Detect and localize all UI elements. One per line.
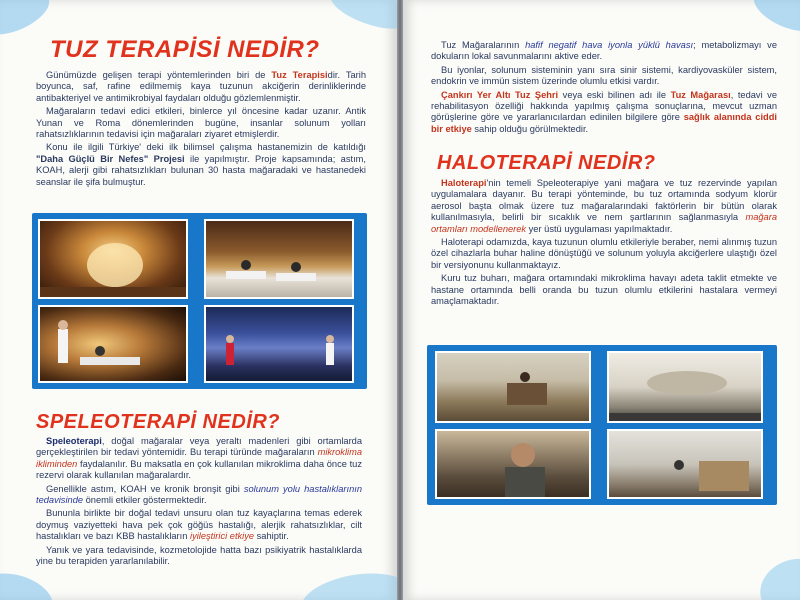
photo-collage-right [427, 345, 777, 505]
decor-petal [326, 0, 397, 37]
photo-salt-room-2 [607, 351, 763, 423]
left-page [0, 0, 397, 600]
lounge-chairs-icon [206, 221, 354, 299]
decor-petal [747, 0, 800, 40]
photo-blue-cave [204, 305, 354, 383]
tunnel-arch-icon [40, 221, 188, 299]
decor-petal [0, 0, 55, 43]
title-haloterapi: HALOTERAPİ NEDİR? [437, 152, 656, 174]
salt-chair-icon [437, 353, 591, 423]
title-tuz-terapisi: TUZ TERAPİSİ NEDİR? [50, 36, 320, 63]
photo-collage-left [32, 213, 367, 389]
photo-salt-room-3 [607, 429, 763, 499]
photo-lounge-beds [204, 219, 354, 299]
photo-salt-room-1 [435, 351, 591, 423]
decor-petal [0, 565, 59, 600]
right-page [403, 0, 800, 600]
people-icon [206, 307, 354, 383]
title-speleoterapi: SPELEOTERAPİ NEDİR? [36, 411, 280, 433]
salt-wall-icon [609, 431, 763, 499]
haloterapi-text: Haloterapi'nin temeli Speleoterapiye yani mağara ve tuz rezervinde yapılan uygulamalara dayanır. Bu terapi yönteminde, bu tuz ortamında sodyum klorür aerosol başta olmak üzere tuz mağaralarındaki faktörlerin bir bütün olarak kullanılmasıyla, belirli bir sıcaklık ve nem şartlarının sağlanmasıyla mağara ortamları modellenerek yer üstü uygulaması yapılmaktadır. Haloterapi odamızda, kaya tuzunun olumlu etkileriyle beraber, nemi alınmış tuzun özel cihazlarla buhar haline dönüştüğü ve solunum yoluyla akciğerlere ulaştığı özel bir versiyonunu kullanmaktayız. Kuru tuz buharı, mağara ortamındaki mikroklima havayı adeta taklit etmekte ve hastane ortamında belli oranda bu tuzun olumlu etkilerini hastalara vermeyi amaçlamaktadır. [431, 178, 777, 307]
photo-man-seated [435, 429, 591, 499]
tuz-terapisi-text: Günümüzde gelişen terapi yöntemlerinden biri de Tuz Terapisidir. Tarih boyunca, saf, rafine edilmemiş kaya tuzunun akciğerin derinliklerinde antibakteriyel ve antimikrobiyal faydaları olduğu gözlemlenmiştir. Mağaraların tedavi edici etkileri, binlerce yıl öncesine kadar uzanır. Antik Yunan ve Roma dönemlerinden bugüne, insanlar solunum yolları rahatsızlıklarının tedavisi için mağaraları ziyaret etmişlerdir. Konu ile ilgili Türkiye' deki ilk bilimsel çalışma hastanemizin de katıldığı "Daha Güçlü Bir Nefes" Projesi ile yapılmıştır. Proje kapsamında; astım, KOAH, alerji gibi rahatsızlıkları bulunan 30 hasta mağaradaki ve hastanedeki seanslar ile şifa bulmuştur. [36, 70, 366, 187]
tuz-magarasi-text: Tuz Mağaralarının hafif negatif hava iyonla yüklü havası; metabolizmayı ve dokuların lokal savunmalarını aktive eder. Bu iyonlar, solunum sisteminin yanı sıra sinir sistemi, kardiyovasküler sistem, endokrin ve immün sistem üzerinde olumlu etkisi vardır. Çankırı Yer Altı Tuz Şehri veya eski bilinen adı ile Tuz Mağarası, tedavi ve rehabilitasyon özelliği hakkında yapılmış çalışma sonuçlarına, mevcut uzman görüşlerine göre ve yararlanıcılardan edinilen bilgilere göre sağlık alanında ciddi bir etkiye sahip olduğu görülmektedir. [431, 40, 777, 134]
person-icon [437, 431, 591, 499]
speleoterapi-text: Speleoterapi, doğal mağaralar veya yeraltı madenleri gibi ortamlarda gerçekleştirilen bir tedavi yöntemidir. Bu terapi türünde mağaraların mikroklima ikliminden faydalanılır. Bu maksatla en çok kullanılan mikroklima daha önce tuz rezervi olarak kullanılan mağaralardır. Genellikle astım, KOAH ve kronik bronşit gibi solunum yolu hastalıklarının tedavisinde önemli etkiler göstermektedir. Bununla birlikte bir doğal tedavi unsuru olan tuz kayaçlarına temas ederek doymuş vaziyetteki hava pek çok göğüs hastalığı, alerjik rahatsızlıklar, cilt hastalıkları ve bazı KBB hastalıkların iyileştirici etkiye sahiptir. Yanık ve yara tedavisinde, kozmetolojide hatta bazı psikiyatrik hastalıklarda yine bu terapiden yararlanılabilir. [36, 436, 362, 567]
photo-cave-patients [38, 305, 188, 383]
decor-petal [297, 566, 397, 600]
lamp-icon [609, 353, 763, 423]
decor-petal [752, 549, 800, 600]
photo-cave-tunnel [38, 219, 188, 299]
patients-icon [40, 307, 188, 383]
